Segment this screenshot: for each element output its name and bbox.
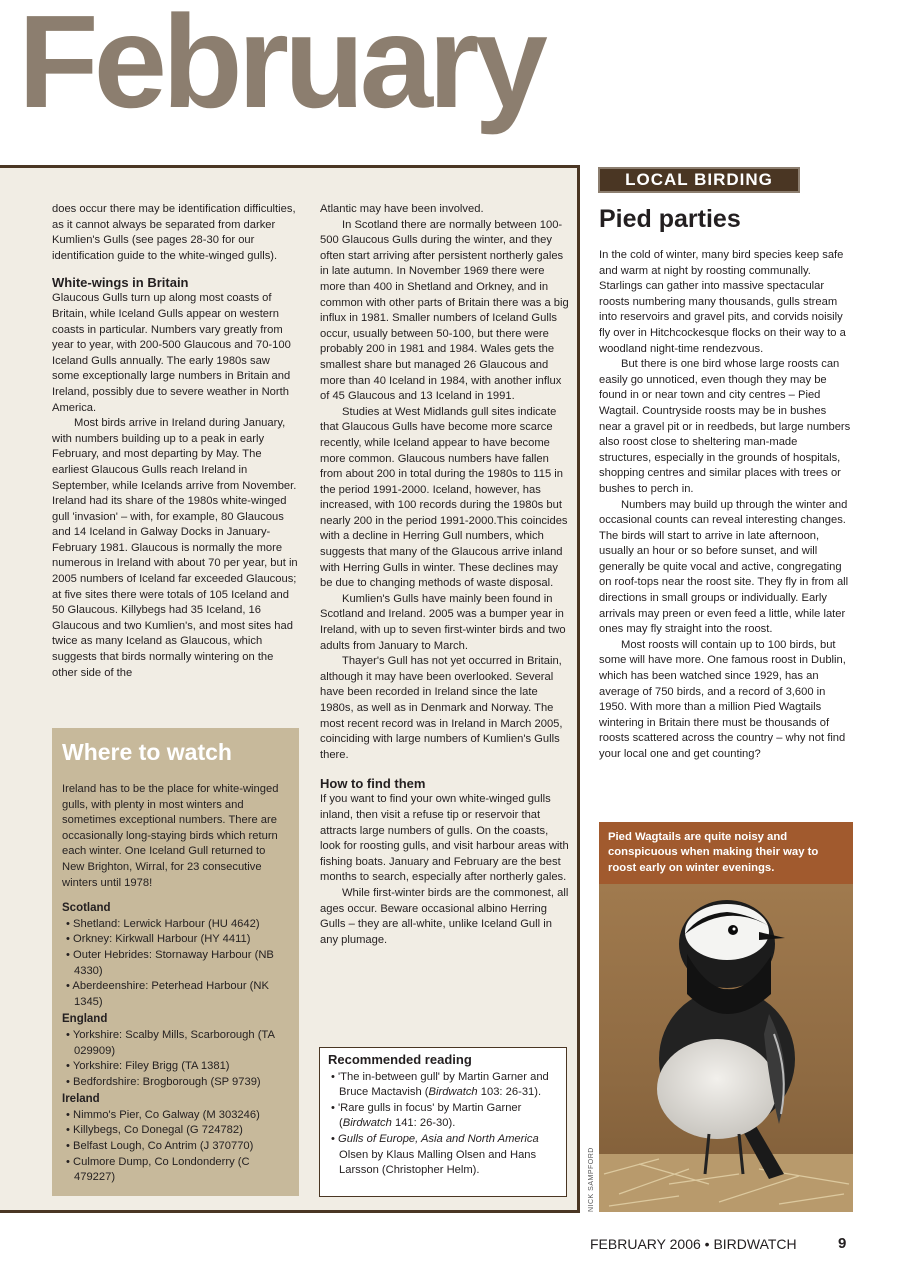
paragraph: Thayer's Gull has not yet occurred in Britain, although it may have been overlooked. Several have been recorded in Ireland since the late 1980s, as well as in Denmark and Norway. The most recent record was in Ireland in March 2005, coinciding with large numbers of Kumlien's Gulls there. <box>320 655 563 761</box>
list-item: • Bedfordshire: Brogborough (SP 9739) <box>62 1075 289 1091</box>
recommended-reading-title: Recommended reading <box>328 1052 472 1067</box>
list-item: • Killybegs, Co Donegal (G 724782) <box>62 1123 289 1139</box>
paragraph: But there is one bird whose large roosts can easily go unnoticed, even though they may be found in or near town and city centres – Pied Wagtail. Countryside roosts may be in bushes near a gravel pit or in reedbeds, but large numbers also roost close to sheltering man-made structures, especially in the grounds of hospitals, shopping centres and similar places with trees or bushes to perch in. <box>599 358 851 495</box>
article-column-2 <box>320 202 570 948</box>
paragraph: Studies at West Midlands gull sites indicate that Glaucous Gulls have become more scarce recently, while Iceland appear to have become more common. Glaucous numbers have fallen from about 200 in total during the 1980s to 115 in the period 1991-2000. Iceland, however, has increased, with 100 records during the 1980s but nearly 200 in the period 1991-2000.This coincides with a decline in Herring Gull numbers, which suggests that many of the Glaucous arrive inland with Herring Gulls in winter. These declines may be due to changing methods of waste disposal. <box>320 405 568 590</box>
paragraph: If you want to find your own white-winged gulls inland, then visit a refuse tip or reservoir that attracts large numbers of gulls. On the coasts, look for roosting gulls, and visit harbour areas with fishing boats. January and February are the best months to search, especially after northerly gales. <box>320 793 569 884</box>
paragraph: Numbers may build up through the winter and occasional counts can reveal interesting changes. The birds will start to arrive in late afternoon, usually an hour or so before sunset, and will generally be quite vocal and active, congregating on roof-tops near the roost site. They fly in from all directions in small groups or individually. Early arrivals may preen or even feed a little, while later ones may fly straight into the roost. <box>599 498 849 636</box>
paragraph: Atlantic may have been involved. <box>320 203 484 215</box>
list-item: • Yorkshire: Filey Brigg (TA 1381) <box>62 1059 289 1075</box>
list-item: • Culmore Dump, Co Londonderry (C 479227) <box>62 1155 289 1186</box>
masthead-title: February <box>18 0 543 135</box>
list-item: • Nimmo's Pier, Co Galway (M 303246) <box>62 1108 289 1124</box>
paragraph: Kumlien's Gulls have mainly been found in Scotland and Ireland. 2005 was a bumper year in Ireland, with up to seven first-winter birds and two adults from January to March. <box>320 592 566 652</box>
page-number: 9 <box>838 1235 847 1252</box>
site-list-scotland <box>62 917 289 1011</box>
paragraph: In the cold of winter, many bird species keep safe and warm at night by roosting communally. Starlings can gather into massive spectacular roosts numbering many thousands, gulls stream into reservoirs and gravel pits, and corvids noisily fly over in Hitchcockesque flocks on their way to a woodland night-time rendezvous. <box>599 249 846 355</box>
list-item: • Orkney: Kirkwall Harbour (HY 4411) <box>62 932 289 948</box>
where-to-watch-intro: Ireland has to be the place for white-winged gulls, with plenty in most winters and sometimes exceptional numbers. There are occasionally long-staying birds which return each winter. One Iceland Gull returned to New Brighton, Wirral, for 23 consecutive winters until 1978! <box>62 783 279 889</box>
list-item: • Aberdeenshire: Peterhead Harbour (NK 1345) <box>62 979 289 1010</box>
site-list-england <box>62 1028 289 1090</box>
list-item: • Shetland: Lerwick Harbour (HU 4642) <box>62 917 289 933</box>
region-heading-ireland: Ireland <box>62 1093 100 1106</box>
photo-caption: Pied Wagtails are quite noisy and conspicuous when making their way to roost early on winter evenings. <box>599 822 853 884</box>
recommended-reading-box <box>319 1047 567 1197</box>
pied-wagtail-photo <box>599 884 853 1212</box>
list-item: • Belfast Lough, Co Antrim (J 370770) <box>62 1139 289 1155</box>
paragraph: While first-winter birds are the commonest, all ages occur. Beware occasional albino Herring Gulls – they are all-white, unlike Iceland Gull in any plumage. <box>320 886 569 946</box>
site-list-ireland <box>62 1108 289 1186</box>
paragraph: Most roosts will contain up to 100 birds, but some will have more. One famous roost in Dublin, which has been watched since 1929, has an average of 750 birds, and a record of 3,600 in 1950. With more than a million Pied Wagtails wintering in Britain there must be thousands of roosts scattered across the country – why not find your local one and get counting? <box>599 638 846 760</box>
section-tag-local-birding: LOCAL BIRDING <box>598 167 800 193</box>
page-footer: FEBRUARY 2006 • BIRDWATCH <box>590 1236 797 1252</box>
photo-credit: NICK SAMPFORD <box>588 1147 595 1212</box>
region-heading-england: England <box>62 1013 108 1026</box>
list-item: • 'Rare gulls in focus' by Martin Garner (Birdwatch 141: 26-30). <box>328 1101 558 1132</box>
region-heading-scotland: Scotland <box>62 902 111 915</box>
subheading-white-wings: White-wings in Britain <box>52 275 189 291</box>
headline-pied-parties: Pied parties <box>599 205 741 233</box>
paragraph: In Scotland there are normally between 100-500 Glaucous Gulls during the winter, and they often start arriving after persistent northerly gales in late autumn. In November 1969 there were more than 400 in Shetland and Orkney, and in common with other parts of Britain there was a big influx in 1981. Smaller numbers of Iceland Gulls occur, usually between 50-100, but there were probably 200 in 1981 and 1984. Wales gets the smallest share but managed 26 Glaucous and more than 40 Iceland in 1984, with another influx of 45 Glaucous and 13 Iceland in 1991. <box>320 218 569 403</box>
pied-wagtail-illustration <box>599 884 853 1212</box>
where-to-watch-title: Where to watch <box>62 739 232 765</box>
list-item: • Gulls of Europe, Asia and North America Olsen by Klaus Malling Olsen and Hans Larsson (Christopher Helm). <box>328 1132 558 1179</box>
article-column-3 <box>599 248 851 763</box>
reading-list <box>328 1070 558 1179</box>
paragraph: Most birds arrive in Ireland during January, with numbers building up to a peak in early February, and most departing by May. The earliest Glaucous Gulls reach Ireland in September, while Icelands arrive from November. Ireland had its share of the 1980s white-winged gull 'invasion' – with, for example, 80 Glaucous and 14 Iceland in Galway Docks in January-February 1981. Glaucous is normally the more numerous in Ireland with about 70 per year, but in 2005 numbers of Iceland far exceeded Glaucous; at five sites there were totals of 105 Iceland and 50 Glaucous. Killybegs had 35 Iceland, 16 Glaucous and two Kumlien's, and most sites had twice as many Iceland as Glaucous, which suggests that birds normally wintering on the other side of the <box>52 417 298 679</box>
paragraph: Glaucous Gulls turn up along most coasts of Britain, while Iceland Gulls appear on western coasts in particular. Numbers vary greatly from year to year, with 200-500 Glaucous and 70-100 Iceland Gulls annually. The early 1980s saw some exceptionally large numbers in Britain and Ireland, possibly due to severe weather in North America. <box>52 292 291 414</box>
article-column-1 <box>52 202 300 681</box>
list-item: • Yorkshire: Scalby Mills, Scarborough (TA 029909) <box>62 1028 289 1059</box>
list-item: • 'The in-between gull' by Martin Garner and Bruce Mactavish (Birdwatch 103: 26-31). <box>328 1070 558 1101</box>
subheading-how-to-find: How to find them <box>320 776 426 792</box>
list-item: • Outer Hebrides: Stornaway Harbour (NB 4330) <box>62 948 289 979</box>
where-to-watch-box <box>52 728 299 1196</box>
paragraph: does occur there may be identification difficulties, as it cannot always be separated from darker Kumlien's Gulls (see pages 28-30 for our identification guide to the white-winged gulls). <box>52 203 296 262</box>
